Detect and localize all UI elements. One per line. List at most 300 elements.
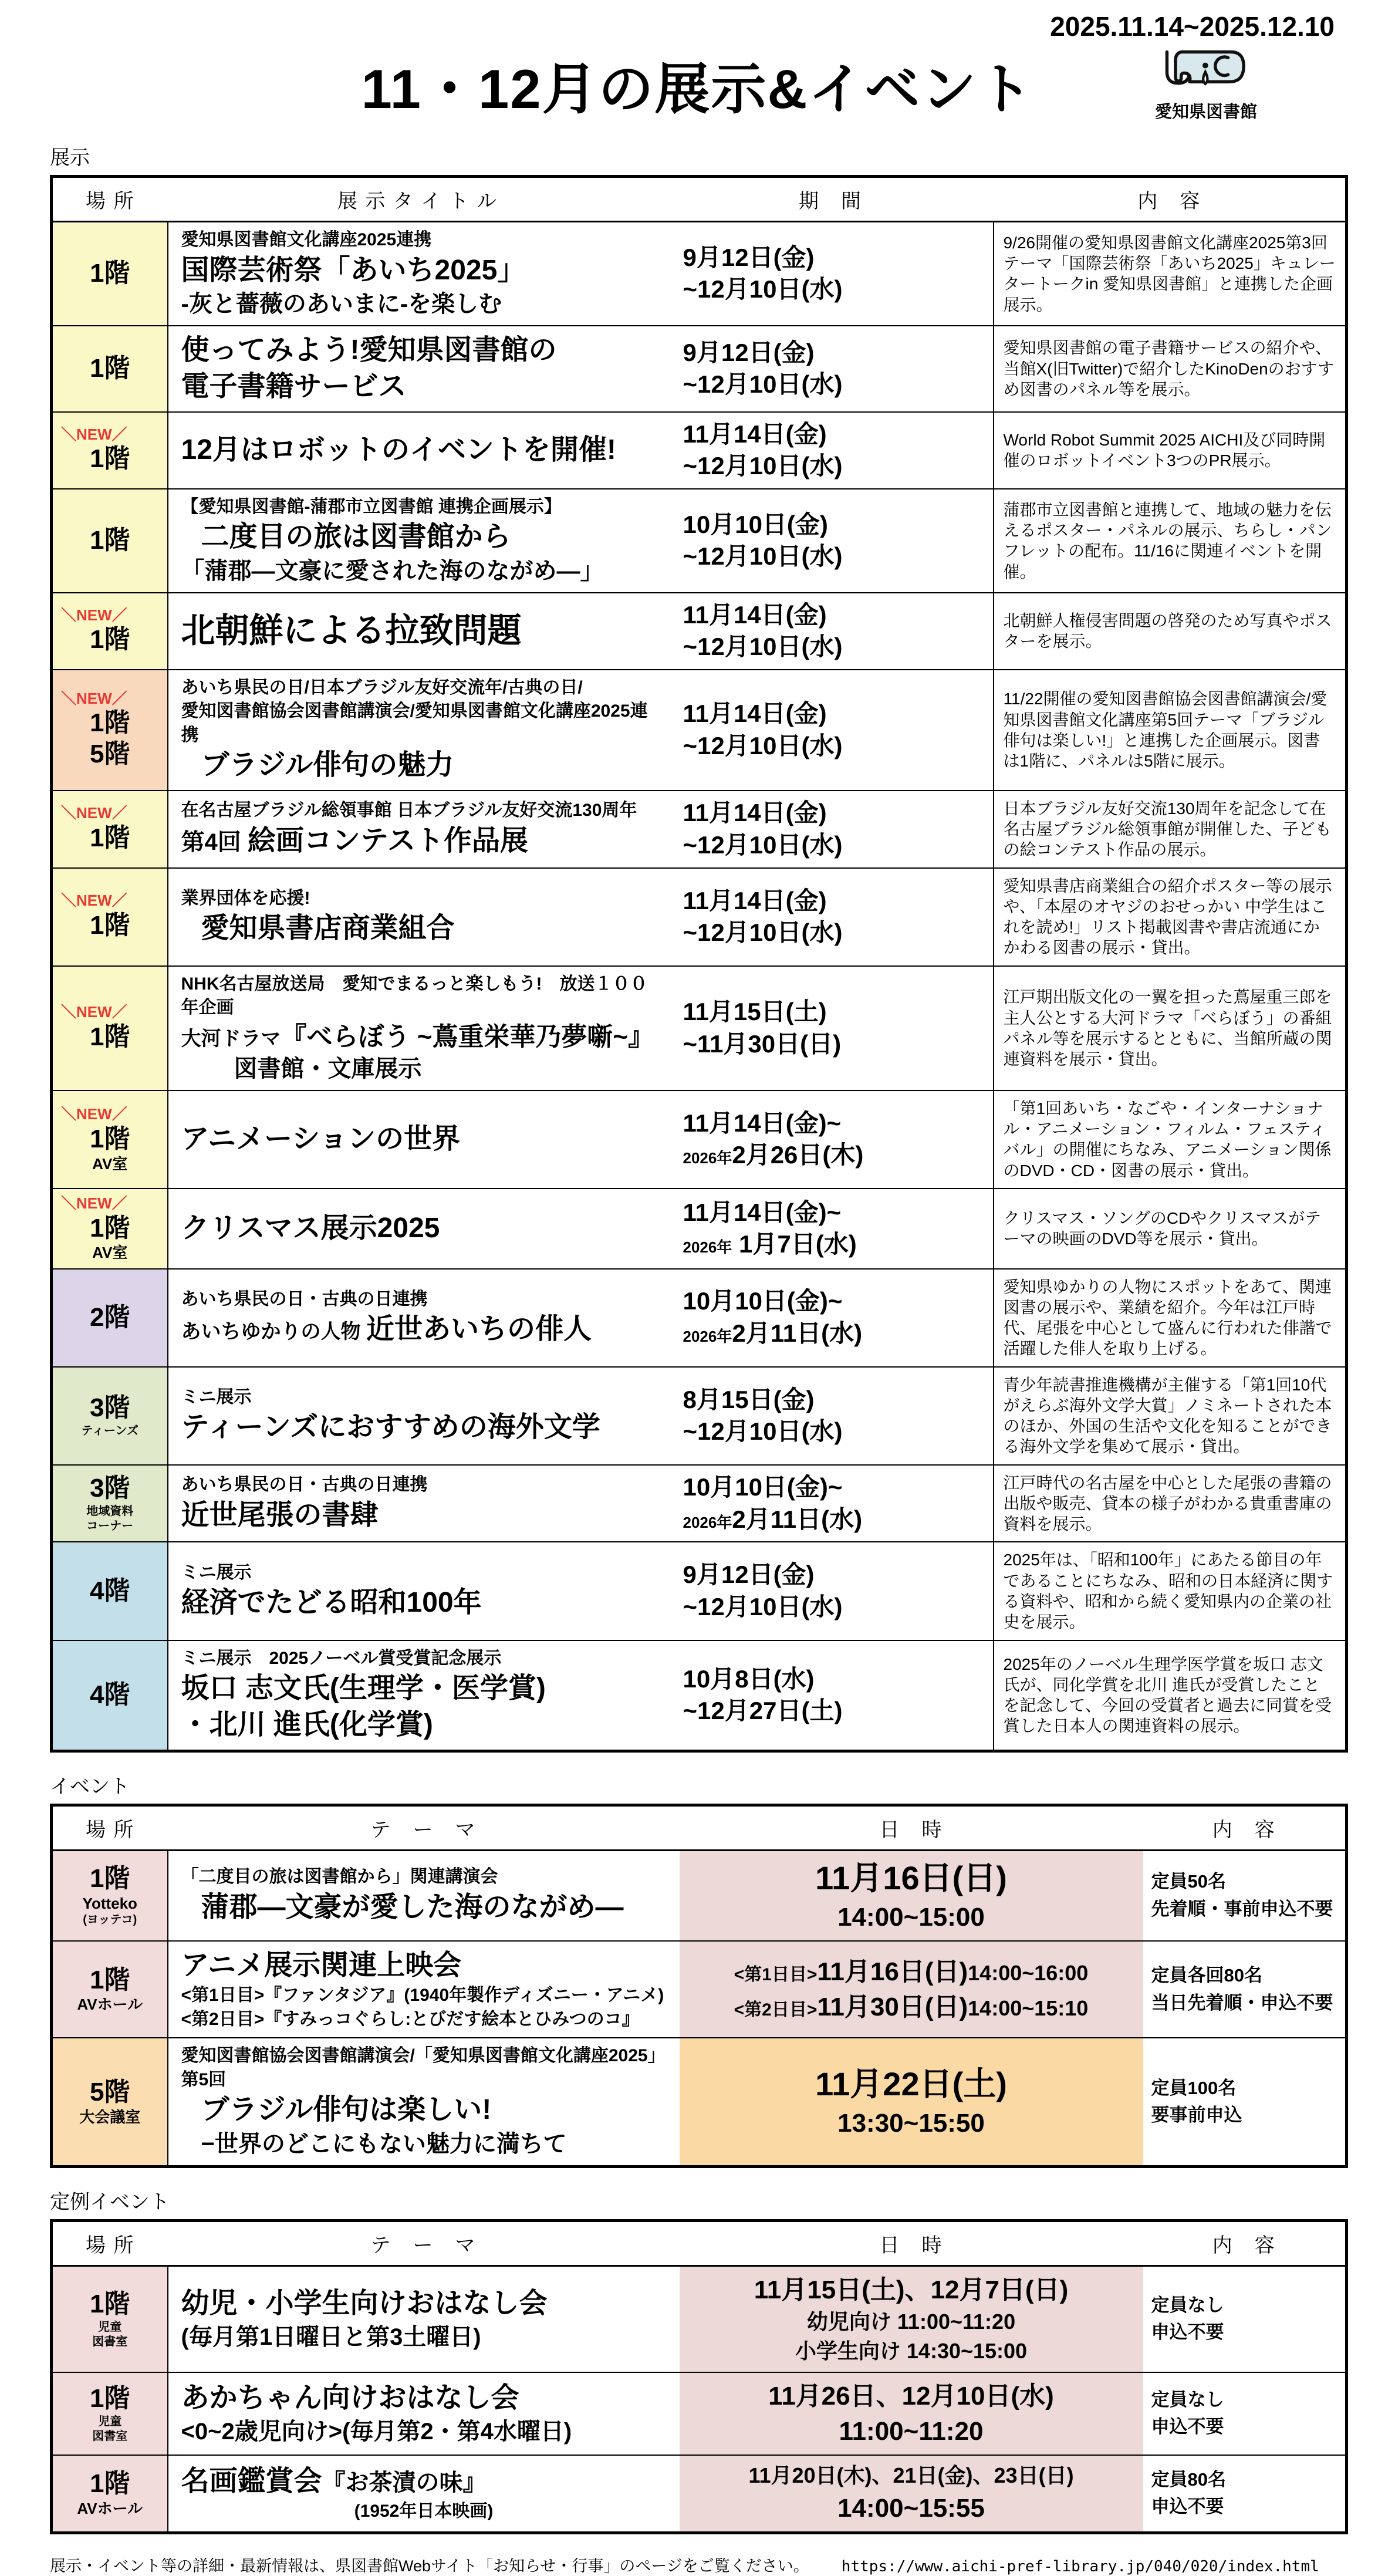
col-header-place: 場 所 xyxy=(52,1805,168,1850)
text-part: (ヨッテコ) xyxy=(83,1913,137,1927)
text-part: 小学生向け 14:30~15:00 xyxy=(795,2338,1028,2363)
text-part: 3階 xyxy=(90,1393,130,1423)
capacity-cell xyxy=(1143,1941,1347,2038)
capacity-line: 申込不要 xyxy=(1151,2416,1224,2437)
place-label xyxy=(55,2320,165,2335)
new-badge: ＼NEW／ xyxy=(61,804,127,822)
text-part: 第4回 xyxy=(181,829,248,855)
place-label xyxy=(55,1473,165,1504)
text-part: 5階 xyxy=(90,740,130,769)
text-part: 2月26日(木) xyxy=(732,1141,864,1169)
datetime-line xyxy=(682,1900,1141,1934)
datetime-cell xyxy=(680,2038,1143,2166)
datetime-line xyxy=(682,2379,1141,2413)
place-cell xyxy=(52,326,168,412)
exhibit-title-cell xyxy=(168,966,668,1091)
text-part: アニメーションの世界 xyxy=(181,1123,461,1155)
text-part: 1階 xyxy=(90,525,130,555)
period-line xyxy=(683,698,988,730)
period-line xyxy=(683,1695,988,1727)
text-part: 11月30日(日) xyxy=(817,1993,968,2022)
period-line xyxy=(683,730,988,762)
place-cell xyxy=(52,2455,168,2533)
text-part: 大河ドラマ xyxy=(181,1027,281,1050)
text-part: ブラジル俳句は楽しい! xyxy=(201,2094,492,2126)
footer-url[interactable]: https://www.aichi-pref-library.jp/040/020/index.html xyxy=(841,2557,1319,2575)
text-part: 14:00~15:55 xyxy=(837,2493,985,2523)
title-line xyxy=(181,973,655,1020)
content-text: World Robot Summit 2025 AICHI及び同時開催のロボットイベント3つのPR展示。 xyxy=(1003,431,1326,470)
text-part: 1階 xyxy=(90,2469,130,2499)
title-line xyxy=(181,799,655,823)
place-label xyxy=(55,525,165,556)
place-label xyxy=(55,2077,165,2108)
text-part: ~11月30日(日) xyxy=(683,1029,842,1058)
place-label xyxy=(55,2335,165,2349)
text-part: <第1日目> xyxy=(734,1964,818,1984)
capacity-cell xyxy=(1143,2266,1347,2372)
place-cell xyxy=(52,868,168,966)
period-cell xyxy=(668,1640,994,1751)
place-cell xyxy=(52,222,168,326)
text-part: <0~2歳児向け>(毎月第2・第4水曜日) xyxy=(181,2419,572,2445)
place-cell xyxy=(52,1269,168,1367)
col-header-period: 期 間 xyxy=(668,177,994,222)
period-line xyxy=(683,1318,988,1350)
event-row xyxy=(52,2455,1347,2533)
text-part: ~12月10日(水) xyxy=(683,830,843,859)
text-part: 14:00~15:10 xyxy=(968,1996,1089,2021)
text-part: −世界のどこにもない魅力に満ちて xyxy=(201,2131,567,2157)
col-header-place: 場 所 xyxy=(52,2220,168,2266)
place-label xyxy=(55,2469,165,2500)
title-line xyxy=(181,519,655,555)
datetime-cell xyxy=(680,2372,1143,2455)
content-cell xyxy=(994,222,1347,326)
exhibit-title-cell xyxy=(168,326,668,412)
exhibit-title-cell xyxy=(168,412,668,489)
text-part: AV室 xyxy=(92,1154,128,1173)
capacity-line: 定員各回80名 xyxy=(1151,1965,1262,1986)
place-label xyxy=(55,353,165,384)
text-part: 蒲郡―文豪が愛した海のながめ― xyxy=(201,1891,624,1923)
title-line xyxy=(181,1311,655,1348)
text-part: 「二度目の旅は図書館から」関連講演会 xyxy=(181,1867,498,1887)
text-part: ~12月10日(水) xyxy=(683,452,843,480)
text-part: ティーンズにおすすめの海外文学 xyxy=(181,1412,600,1443)
period-line xyxy=(683,541,988,573)
text-part: 愛知図書館協会図書館講演会/愛知県図書館文化講座2025連携 xyxy=(181,701,648,745)
text-part: 近世あいちの俳人 xyxy=(366,1314,592,1345)
place-cell xyxy=(52,1189,168,1269)
text-part: ~12月10日(水) xyxy=(683,1417,843,1446)
text-part: 国際芸術祭「あいち2025」 xyxy=(181,254,526,286)
period-line xyxy=(683,1663,988,1696)
title-line xyxy=(181,610,655,653)
col-header-title: 展 示 タ イ ト ル xyxy=(168,177,668,222)
place-cell xyxy=(52,670,168,791)
exhibit-title-cell xyxy=(168,1542,668,1640)
new-badge: ＼NEW／ xyxy=(61,1105,127,1123)
theme-line xyxy=(181,2500,667,2524)
period-cell xyxy=(668,326,994,412)
period-line xyxy=(683,369,988,401)
text-part: AVホール xyxy=(77,2500,143,2518)
content-text: 青少年読書推進機構が主催する「第1回10代がえらぶ海外文学大賞」ノミネートされた本のほか、外国の生活や文化を知ることができる海外文学を集めて展示・貸出。 xyxy=(1003,1375,1332,1456)
period-line xyxy=(683,1197,988,1229)
text-part: あいちゆかりの人物 xyxy=(181,1321,366,1343)
period-line xyxy=(683,1285,988,1318)
datetime-cell xyxy=(680,2266,1143,2372)
text-part: 14:00~15:00 xyxy=(837,1902,985,1932)
period-cell xyxy=(668,966,994,1091)
text-part: ティーンズ xyxy=(81,1424,139,1438)
title-line xyxy=(181,1497,655,1534)
text-part: 11月26日、12月10日(水) xyxy=(768,2381,1054,2410)
theme-line xyxy=(181,2285,667,2322)
section-label-exhibitions: 展示 xyxy=(50,147,90,169)
text-part: アニメ展示関連上映会 xyxy=(181,1949,462,1981)
text-part: 4階 xyxy=(90,1576,130,1605)
datetime-line xyxy=(682,2106,1141,2140)
place-cell xyxy=(52,2038,168,2166)
exhibit-title-cell xyxy=(168,868,668,966)
exhibition-row xyxy=(52,593,1347,670)
text-part: 「蒲郡―文豪に愛された海のながめ―」 xyxy=(181,558,604,584)
text-part: 2026年 xyxy=(683,1238,732,1257)
text-part: 2月11日(水) xyxy=(732,1505,863,1533)
text-part: 児童 xyxy=(98,2415,122,2428)
text-part: 14:00~16:00 xyxy=(968,1960,1089,1985)
content-cell xyxy=(994,326,1347,412)
col-header-content: 内 容 xyxy=(1143,2220,1347,2266)
place-label xyxy=(55,2500,165,2518)
text-part: 絵画コンテスト作品展 xyxy=(247,825,528,856)
event-row xyxy=(52,2266,1347,2372)
theme-cell xyxy=(168,2038,680,2166)
period-line xyxy=(683,1108,988,1140)
elephant-logo-icon xyxy=(1159,43,1253,97)
text-part: 愛知県書店商業組合 xyxy=(201,913,455,944)
place-label xyxy=(55,1244,165,1262)
title-line xyxy=(181,252,655,289)
title-line xyxy=(181,1386,655,1410)
text-part: ~12月27日(土) xyxy=(683,1697,843,1725)
period-line xyxy=(683,885,988,917)
period-line xyxy=(683,274,988,306)
text-part: 1階 xyxy=(90,1965,130,1994)
exhibitions-table xyxy=(50,175,1348,1753)
regular-events-header-row xyxy=(52,2220,1347,2266)
exhibit-title-cell xyxy=(168,791,668,868)
col-header-datetime: 日 時 xyxy=(680,2220,1143,2266)
theme-cell xyxy=(168,2455,680,2533)
content-text: 2025年は、「昭和100年」にあたる節目の年であることにちなみ、昭和の日本経済に関する資料や、昭和から続く愛知県内の企業の社史を展示。 xyxy=(1003,1551,1333,1632)
text-part: あいち県民の日・古典の日連携 xyxy=(181,1289,428,1309)
capacity-line: 定員80名 xyxy=(1151,2469,1226,2490)
content-text: 江戸期出版文化の一翼を担った蔦屋重三郎を主人公とする大河ドラマ「べらぼう」の番組パネル等を展示するとともに、当館所蔵の関連資料を展示・貸出。 xyxy=(1003,988,1332,1069)
col-header-place: 場 所 xyxy=(52,177,168,222)
text-part: 3階 xyxy=(90,1474,130,1503)
text-part: あかちゃん向けおはなし会 xyxy=(181,2382,519,2414)
text-part: ~12月10日(水) xyxy=(683,1592,843,1620)
text-part: 図書室 xyxy=(92,2335,128,2348)
capacity-line: 定員なし xyxy=(1151,2294,1224,2315)
content-cell xyxy=(994,1269,1347,1367)
text-part: 2月11日(水) xyxy=(732,1319,863,1348)
title-line xyxy=(181,1473,655,1497)
title-line xyxy=(181,432,655,468)
text-part: 1階 xyxy=(90,353,130,383)
content-text: 9/26開催の愛知県図書館文化講座2025第3回テーマ「国際芸術祭「あいち2025」キュレータートークin 愛知県図書館」と連携した企画展示。 xyxy=(1003,233,1336,314)
place-label xyxy=(55,444,165,475)
datetime-cell xyxy=(680,1850,1143,1941)
period-line xyxy=(683,1416,988,1448)
text-part: 1階 xyxy=(90,1213,130,1243)
exhibition-row xyxy=(52,412,1347,489)
place-label xyxy=(55,1895,165,1913)
place-label xyxy=(55,1504,165,1519)
text-part: 1階 xyxy=(90,2384,130,2413)
theme-line xyxy=(181,2463,667,2500)
section-label-regular-events: 定例イベント xyxy=(50,2190,170,2213)
period-cell xyxy=(668,1091,994,1189)
period-line xyxy=(683,917,988,949)
exhibition-row xyxy=(52,1367,1347,1465)
theme-line xyxy=(181,1984,667,2008)
text-part: 9月12日(金) xyxy=(683,243,815,271)
period-cell xyxy=(668,670,994,791)
place-label xyxy=(55,2383,165,2415)
capacity-cell xyxy=(1143,2455,1347,2533)
exhibition-row xyxy=(52,1269,1347,1367)
period-cell xyxy=(668,489,994,593)
content-cell xyxy=(994,1367,1347,1465)
period-line xyxy=(683,1504,988,1536)
events-header-row xyxy=(52,1805,1347,1850)
theme-line xyxy=(181,2416,667,2447)
exhibitions-header-row xyxy=(52,177,1347,222)
text-part: 業界団体を応援! xyxy=(181,888,310,908)
new-badge: ＼NEW／ xyxy=(61,1003,127,1021)
exhibit-title-cell xyxy=(168,1640,668,1751)
exhibit-title-cell xyxy=(168,1189,668,1269)
content-cell xyxy=(994,593,1347,670)
exhibit-title-cell xyxy=(168,593,668,670)
section-label-events: イベント xyxy=(50,1775,130,1798)
theme-line xyxy=(181,2092,667,2128)
content-text: 11/22開催の愛知図書館協会図書館講演会/愛知県図書館文化講座第5回テーマ「ブラジル俳句は楽しい!」と連携した企画展示。図書は1階に、パネルは5階に展示。 xyxy=(1003,690,1328,771)
title-line xyxy=(181,910,655,947)
content-text: 愛知県図書館の電子書籍サービスの紹介や、当館X(旧Twitter)で紹介したKinoDenのおすすめ図書のパネル等を展示。 xyxy=(1003,339,1334,399)
period-line xyxy=(683,1139,988,1171)
text-part: ミニ展示 xyxy=(181,1562,252,1582)
elephant-eye xyxy=(1203,63,1208,69)
col-header-content: 内 容 xyxy=(994,177,1347,222)
text-part: 11月14日(金) xyxy=(683,700,827,728)
event-row xyxy=(52,1850,1347,1941)
theme-line xyxy=(181,2322,667,2352)
content-cell xyxy=(994,1465,1347,1542)
period-cell xyxy=(668,1269,994,1367)
period-line xyxy=(683,450,988,482)
text-part: 10月10日(金)~ xyxy=(683,1473,843,1501)
text-part: AV室 xyxy=(92,1244,128,1262)
datetime-cell xyxy=(680,2455,1143,2533)
content-cell xyxy=(994,489,1347,593)
regular-events-table xyxy=(50,2219,1348,2534)
title-line xyxy=(181,332,655,369)
period-line xyxy=(683,1028,988,1061)
place-label xyxy=(55,258,165,289)
place-label xyxy=(55,708,165,739)
period-cell xyxy=(668,593,994,670)
new-badge: ＼NEW／ xyxy=(61,1194,127,1212)
new-badge: ＼NEW／ xyxy=(61,892,127,910)
title-line xyxy=(181,823,655,859)
content-cell xyxy=(994,1091,1347,1189)
exhibition-row xyxy=(52,791,1347,868)
theme-cell xyxy=(168,2266,680,2372)
text-part: 北朝鮮による拉致問題 xyxy=(181,612,522,650)
text-part: 図書館・文庫展示 xyxy=(234,1055,422,1082)
text-part: <第2日目>『すみっコぐらし:とびだす絵本とひみつのコ』 xyxy=(181,2009,640,2029)
exhibition-row xyxy=(52,1091,1347,1189)
text-part: 幼児・小学生向けおはなし会 xyxy=(181,2287,548,2319)
text-part: 11月14日(金) xyxy=(683,799,827,827)
text-part: 11月14日(金) xyxy=(683,420,827,448)
datetime-line xyxy=(682,2415,1141,2448)
place-cell xyxy=(52,1367,168,1465)
text-part: 11月16日(日) xyxy=(817,1957,968,1986)
text-part: NHK名古屋放送局 愛知でまるっと楽しもう! 放送１００年企画 xyxy=(181,974,648,1018)
place-label xyxy=(55,1913,165,1927)
period-cell xyxy=(668,222,994,326)
title-line xyxy=(181,1121,655,1157)
title-line xyxy=(181,747,655,784)
place-label xyxy=(55,1576,165,1607)
period-line xyxy=(683,1471,988,1504)
text-part: ミニ展示 2025ノーベル賞受賞記念展示 xyxy=(181,1648,502,1668)
period-line xyxy=(683,631,988,663)
period-line xyxy=(683,797,988,829)
place-label xyxy=(55,1155,165,1173)
place-label xyxy=(55,910,165,941)
title-line xyxy=(181,1409,655,1446)
exhibit-title-cell xyxy=(168,489,668,593)
content-text: 「第1回あいち・なごや・インターナショナル・アニメーション・フィルム・フェスティバル」の開催にちなみ、アニメーション関係のDVD・CD・図書の展示・貸出。 xyxy=(1003,1099,1332,1180)
text-part: 1階 xyxy=(90,823,130,852)
text-part: 1階 xyxy=(90,444,130,474)
text-part: 2026年 xyxy=(683,1149,732,1167)
capacity-cell xyxy=(1143,2038,1347,2166)
place-cell xyxy=(52,2372,168,2455)
title-line xyxy=(181,1288,655,1312)
theme-cell xyxy=(168,1941,680,2038)
text-part: ~12月10日(水) xyxy=(683,731,843,759)
period-line xyxy=(683,509,988,541)
period-line xyxy=(683,1591,988,1623)
place-label xyxy=(55,2415,165,2429)
text-part: コーナー xyxy=(86,1519,134,1532)
col-header-theme: テ ー マ xyxy=(168,1805,680,1850)
content-text: 2025年のノーベル生理学医学賞を坂口 志文氏が、同化学賞を北川 進氏が受賞したことを記念して、今回の受賞者と過去に同賞を受賞した日本人の関連資料の展示。 xyxy=(1003,1655,1332,1736)
place-cell xyxy=(52,2266,168,2372)
text-part: 2階 xyxy=(90,1302,130,1332)
text-part: Yotteko xyxy=(82,1895,137,1913)
capacity-line: 定員なし xyxy=(1151,2389,1224,2410)
text-part: 愛知図書館協会図書館講演会/「愛知県図書館文化講座2025」第5回 xyxy=(181,2046,666,2089)
place-cell xyxy=(52,593,168,670)
period-line xyxy=(683,829,988,862)
text-part: 二度目の旅は図書館から xyxy=(201,521,511,553)
text-part: ~12月10日(水) xyxy=(683,275,843,303)
content-cell xyxy=(994,966,1347,1091)
text-part: 1階 xyxy=(90,259,130,288)
text-part: 13:30~15:50 xyxy=(837,2108,985,2138)
place-cell xyxy=(52,489,168,593)
text-part: 11月14日(金) xyxy=(683,886,827,914)
place-label xyxy=(55,1965,165,1996)
text-part: 電子書籍サービス xyxy=(181,371,407,403)
content-cell xyxy=(994,791,1347,868)
new-badge: ＼NEW／ xyxy=(61,606,127,624)
place-cell xyxy=(52,791,168,868)
period-cell xyxy=(668,1465,994,1542)
text-part: 9月12日(金) xyxy=(683,338,815,366)
place-label xyxy=(55,1680,165,1711)
title-line xyxy=(181,1647,655,1671)
capacity-cell xyxy=(1143,2372,1347,2455)
text-part: <第2日目> xyxy=(734,2000,818,2020)
content-text: 日本ブラジル友好交流130周年を記念して在名古屋ブラジル総領事館が開催した、子どもの絵コンテスト作品の展示。 xyxy=(1003,799,1332,859)
title-line xyxy=(181,1020,655,1054)
capacity-line: 定員100名 xyxy=(1151,2077,1237,2098)
text-part: 8月15日(金) xyxy=(683,1385,815,1413)
capacity-line: 要事前申込 xyxy=(1151,2105,1242,2126)
title-line xyxy=(181,228,655,252)
text-part: 11月20日(木)、21日(金)、23日(日) xyxy=(748,2463,1074,2487)
content-text: 愛知県書店商業組合の紹介ポスター等の展示や、「本屋のオヤジのおせっかい 中学生はこれを読め!」リスト掲載図書や書店流通にかかわる図書の展示・貸出。 xyxy=(1003,876,1332,957)
exhibit-title-cell xyxy=(168,1269,668,1367)
place-cell xyxy=(52,1542,168,1640)
content-cell xyxy=(994,412,1347,489)
exhibition-row xyxy=(52,489,1347,593)
place-label xyxy=(55,1302,165,1333)
period-line xyxy=(683,1384,988,1416)
place-label xyxy=(55,1022,165,1053)
period-cell xyxy=(668,1367,994,1465)
title-line xyxy=(181,289,655,319)
theme-line xyxy=(181,2008,667,2032)
theme-line xyxy=(181,1889,667,1926)
text-part: 地域資料 xyxy=(86,1505,134,1518)
text-part: 10月10日(金)~ xyxy=(683,1287,843,1315)
title-line xyxy=(181,1210,655,1247)
text-part: 4階 xyxy=(90,1680,130,1709)
exhibit-title-cell xyxy=(168,1091,668,1189)
place-label xyxy=(55,739,165,770)
title-line xyxy=(181,676,655,700)
place-label xyxy=(55,823,165,854)
date-range: 2025.11.14~2025.12.10 xyxy=(1050,11,1335,42)
period-line xyxy=(683,996,988,1028)
text-part: 11月14日(金) xyxy=(683,600,827,629)
text-part: あいち県民の日・古典の日連携 xyxy=(181,1475,428,1495)
period-line xyxy=(683,418,988,451)
title-line xyxy=(181,495,655,519)
period-line xyxy=(683,599,988,632)
